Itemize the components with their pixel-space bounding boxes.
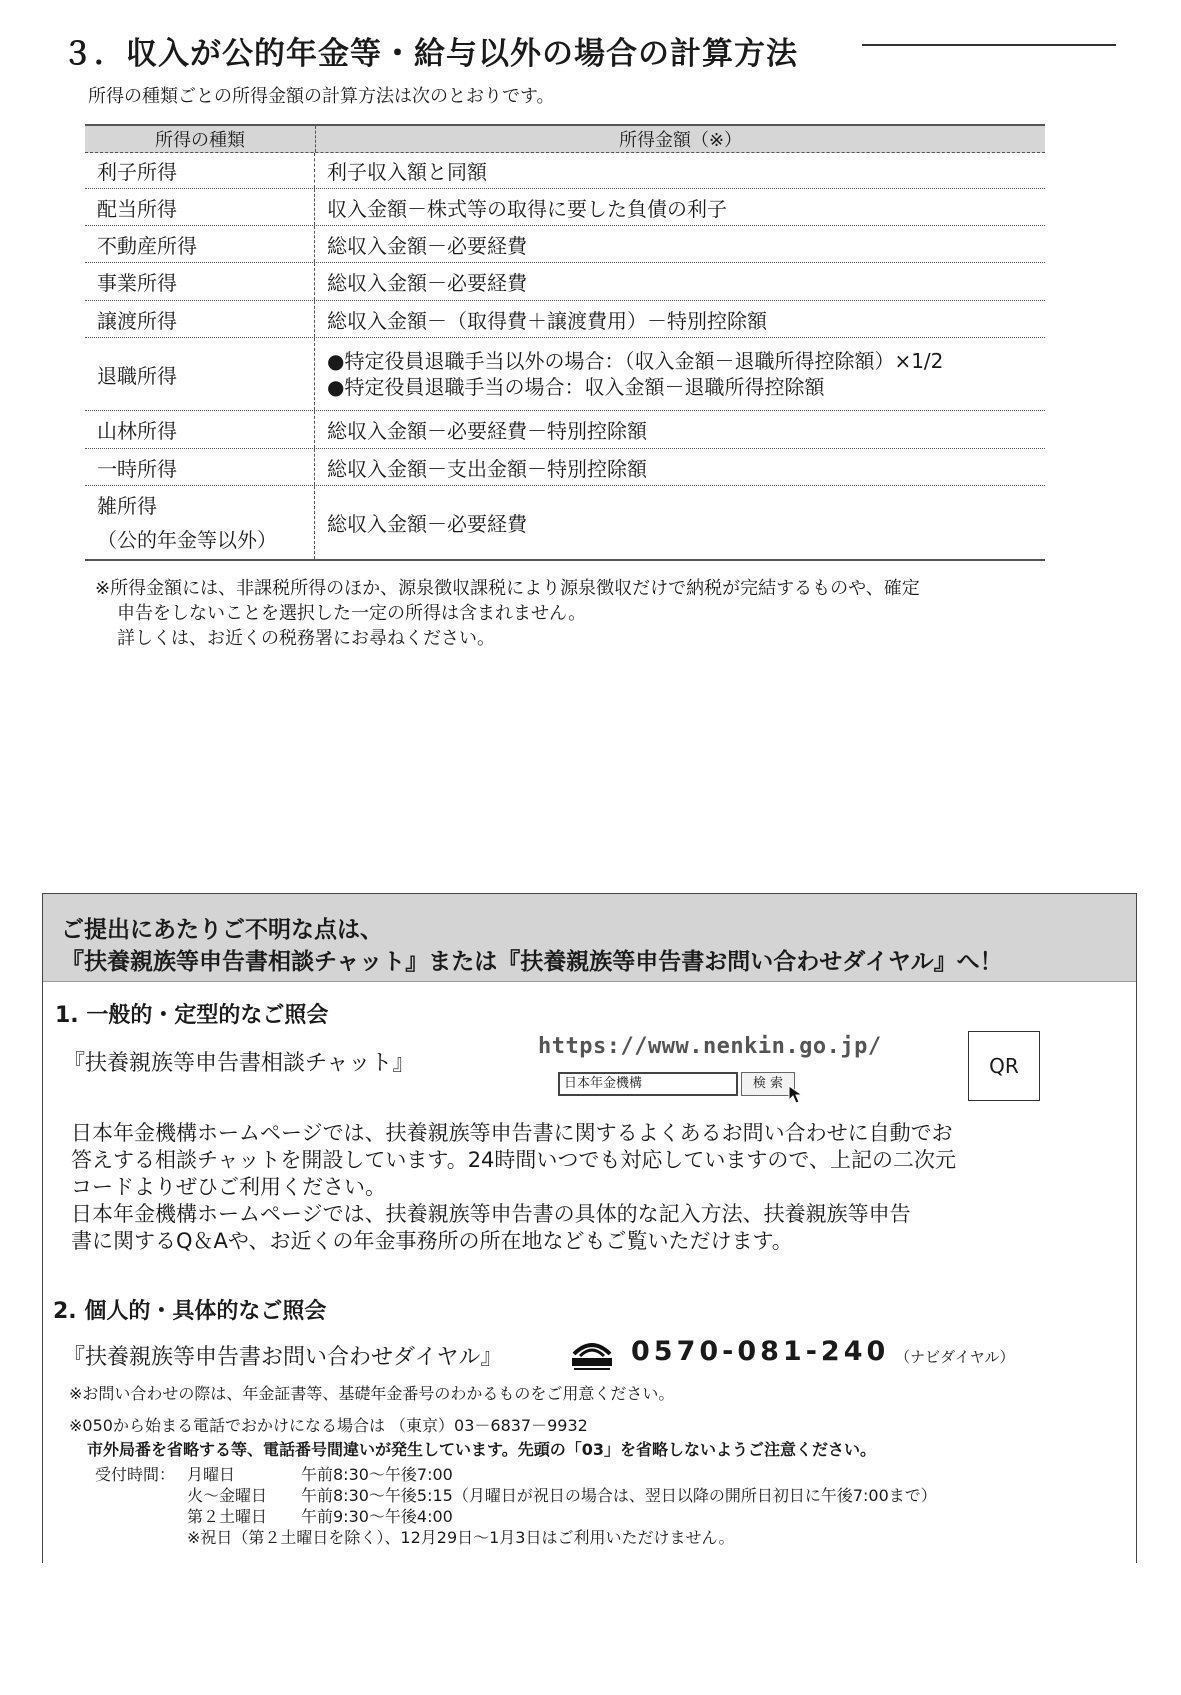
personal-inquiry-heading: 2. 個人的・具体的なご照会	[53, 1299, 327, 1324]
hours-time: 午前9:30～午後4:00	[301, 1507, 453, 1526]
title-rule	[862, 44, 1116, 46]
note-line: 申告をしないことを選択した一定の所得は含まれません。	[117, 603, 587, 624]
hours-row	[95, 1464, 937, 1485]
income-type: 配当所得	[85, 189, 315, 225]
header-amount: 所得金額（※）	[618, 130, 743, 151]
table-row	[85, 153, 1045, 189]
income-type	[85, 486, 315, 559]
dial-service-name: 『扶養親族等申告書お問い合わせダイヤル』	[63, 1345, 503, 1370]
search-input: 日本年金機構	[558, 1072, 738, 1096]
income-amount	[315, 338, 1045, 410]
section-intro: 所得の種類ごとの所得金額の計算方法は次のとおりです。	[88, 86, 555, 107]
income-type: 利子所得	[85, 153, 315, 188]
note-line: 市外局番を省略する等、電話番号間違いが発生しています。先頭の「03」を省略しないようご注意ください。	[87, 1440, 876, 1459]
note-line: ※050から始まる電話でおかけになる場合は （東京）03－6837－9932	[69, 1416, 588, 1435]
body-line: コードよりぜひご利用ください。	[71, 1175, 386, 1199]
section-title: ３．収入が公的年金等・給与以外の場合の計算方法	[62, 36, 798, 72]
table-row	[85, 226, 1045, 263]
hours-day: 火～金曜日	[187, 1486, 268, 1505]
body-line: 答えする相談チャットを開設しています。24時間いつでも対応していますので、上記の二次元	[71, 1148, 956, 1172]
table-row	[85, 449, 1045, 486]
table-row	[85, 263, 1045, 301]
navi-dial-icon	[568, 1338, 616, 1372]
table-row	[85, 301, 1045, 338]
phone-label: （ナビダイヤル）	[895, 1348, 1015, 1366]
note-line: 詳しくは、お近くの税務署にお尋ねください。	[117, 628, 495, 649]
income-amount: 総収入金額－必要経費	[327, 271, 527, 295]
table-row	[85, 189, 1045, 226]
header-line: ご提出にあたりご不明な点は、	[61, 917, 383, 943]
contact-header	[43, 894, 1136, 982]
type-line: （公的年金等以外）	[97, 527, 277, 552]
amount-line: ●特定役員退職手当以外の場合：（収入金額－退職所得控除額）×1/2	[327, 349, 944, 373]
website-url: https://www.nenkin.go.jp/	[538, 1034, 882, 1059]
hours-label: 受付時間：	[95, 1465, 176, 1484]
note-line: ※所得金額には、非課税所得のほか、源泉徴収課税により源泉徴収だけで納税が完結するものや、確定	[95, 578, 920, 599]
income-type: 譲渡所得	[85, 301, 315, 337]
hours-row	[95, 1506, 937, 1527]
chat-service-name: 『扶養親族等申告書相談チャット』	[63, 1051, 415, 1076]
hours-time: 午前8:30～午後7:00	[301, 1465, 453, 1484]
header-type: 所得の種類	[85, 126, 316, 152]
hours-day: 第２土曜日	[187, 1507, 268, 1526]
chat-description	[71, 1120, 956, 1255]
body-line: 日本年金機構ホームページでは、扶養親族等申告書に関するよくあるお問い合わせに自動でお	[71, 1121, 953, 1145]
table-note	[95, 576, 920, 651]
income-type: 一時所得	[85, 449, 315, 485]
income-amount: 総収入金額－必要経費	[327, 512, 527, 536]
table-header	[85, 124, 1045, 153]
income-amount: 総収入金額－必要経費	[327, 233, 527, 258]
contact-box	[42, 893, 1137, 1563]
table-row	[85, 486, 1045, 561]
phone-number: 0570-081-240	[631, 1336, 890, 1367]
income-type: 退職所得	[85, 338, 315, 410]
inquiry-note: ※お問い合わせの際は、年金証書等、基礎年金番号のわかるものをご用意ください。	[69, 1384, 675, 1403]
mouse-cursor-icon	[787, 1084, 807, 1106]
income-amount: 総収入金額－支出金額－特別控除額	[327, 456, 647, 481]
header-line: 『扶養親族等申告書相談チャット』または『扶養親族等申告書お問い合わせダイヤル』へ！	[61, 949, 1003, 975]
amount-line: ●特定役員退職手当の場合：収入金額－退職所得控除額	[327, 375, 825, 399]
income-amount: 総収入金額－（取得費＋譲渡費用）－特別控除額	[327, 308, 767, 333]
hours-day: 月曜日	[187, 1465, 236, 1484]
type-line: 雑所得	[97, 493, 157, 518]
income-table	[85, 124, 1045, 561]
income-amount: 利子収入額と同額	[327, 160, 487, 184]
income-amount: 総収入金額－必要経費－特別控除額	[327, 419, 647, 443]
hours-time: 午前8:30～午後5:15（月曜日が祝日の場合は、翌日以降の開所日初日に午後7:00まで）	[301, 1486, 937, 1505]
general-inquiry-heading: 1. 一般的・定型的なご照会	[55, 1003, 329, 1028]
income-amount: 収入金額－株式等の取得に要した負債の利子	[327, 196, 727, 221]
income-type: 不動産所得	[85, 226, 315, 262]
body-line: 日本年金機構ホームページでは、扶養親族等申告書の具体的な記入方法、扶養親族等申告	[71, 1202, 911, 1226]
hours-note: ※祝日（第２土曜日を除く）、12月29日～1月3日はご利用いただけません。	[187, 1528, 735, 1547]
search-button: 検 索	[741, 1072, 795, 1096]
hours-row	[95, 1527, 937, 1548]
body-line: 書に関するQ＆Aや、お近くの年金事務所の所在地などもご覧いただけます。	[71, 1229, 793, 1253]
hours-row	[95, 1485, 937, 1506]
table-row	[85, 411, 1045, 449]
income-type: 山林所得	[85, 411, 315, 448]
qr-code: QR	[968, 1031, 1040, 1101]
alt-phone-note	[69, 1414, 876, 1462]
income-type: 事業所得	[85, 263, 315, 300]
reception-hours	[95, 1464, 937, 1548]
table-row	[85, 338, 1045, 411]
